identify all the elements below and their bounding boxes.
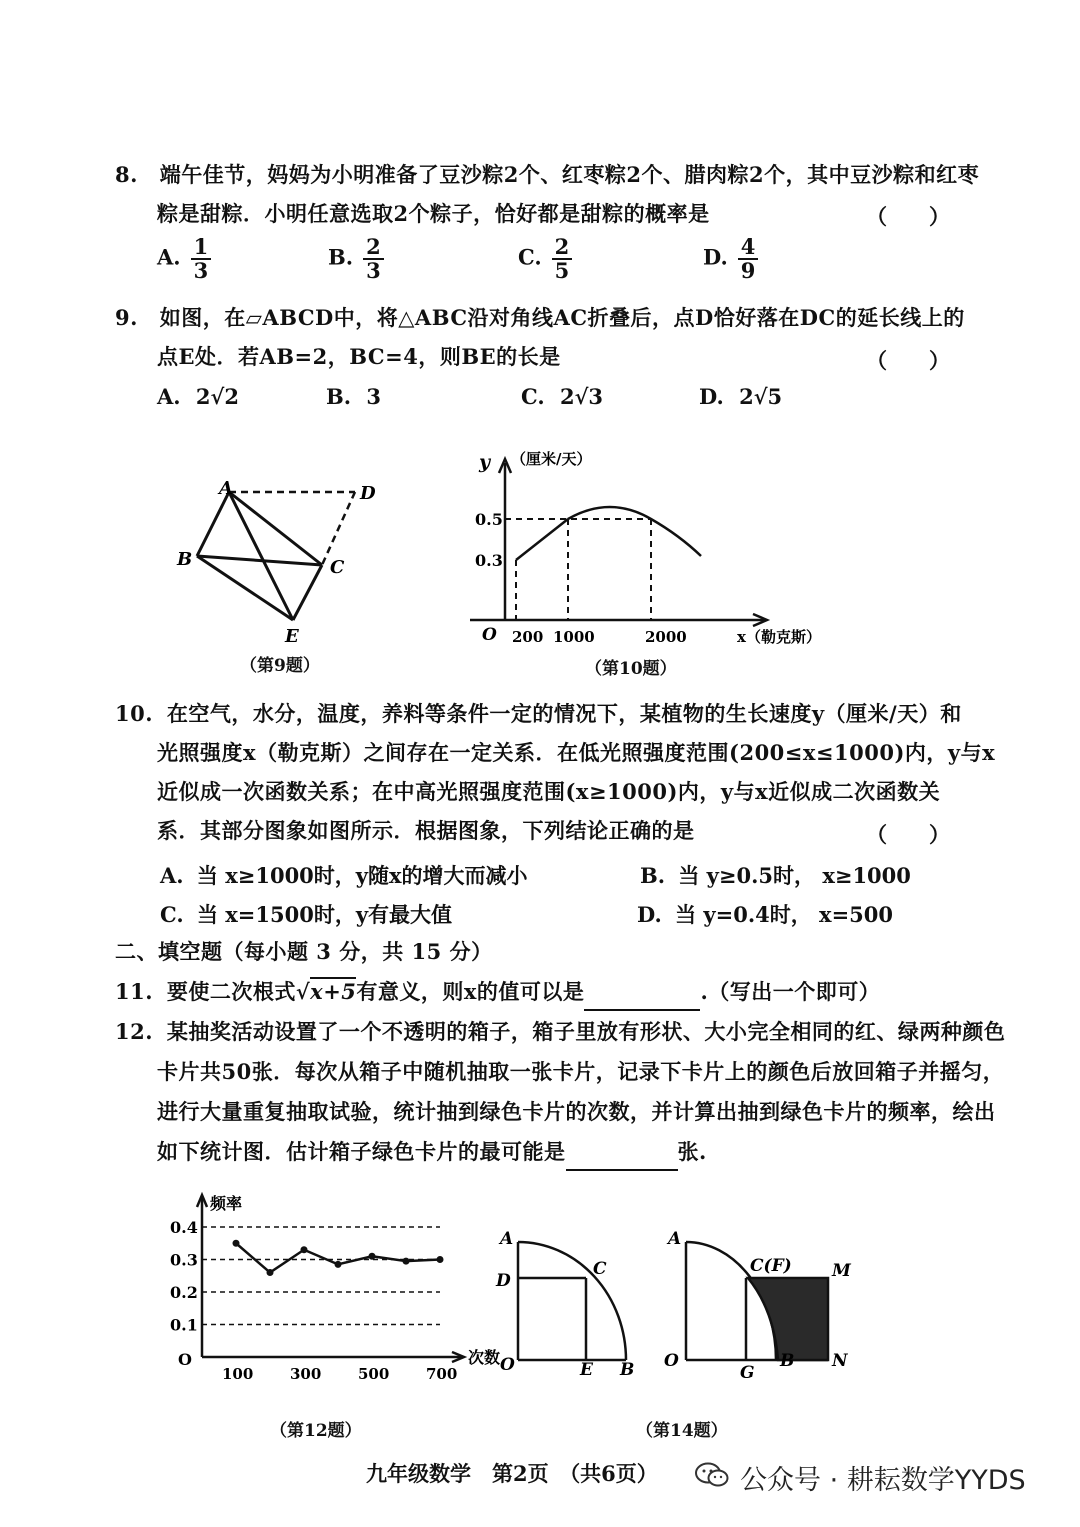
q9-text-line2: 点E处．若AB=2，BC=4，则BE的长是 bbox=[157, 344, 561, 369]
q10-option-d: D. 当 y=0.4时， x=500 bbox=[637, 902, 893, 927]
q8-number: 8. bbox=[115, 162, 138, 187]
q10-number: 10. bbox=[115, 701, 154, 726]
q8-option-a: A. $\frac{1}{3}$ bbox=[157, 236, 211, 282]
figure-9-diagram bbox=[165, 470, 395, 650]
q12-text-line2: 卡片共50张．每次从箱子中随机抽取一张卡片，记录下卡片上的颜色后放回箱子并摇匀， bbox=[157, 1059, 1005, 1084]
figure-9-caption: （第9题） bbox=[240, 656, 320, 676]
fig10-y-tick-03: 0.3 bbox=[475, 551, 503, 570]
fig14-right-label-a: A bbox=[668, 1229, 682, 1249]
y-tick-label: 0.3 bbox=[170, 1250, 198, 1270]
frequency-line bbox=[236, 1243, 440, 1272]
figure-14-diagram bbox=[488, 1220, 851, 1385]
page-footer: 九年级数学 第2页 （共6页） bbox=[366, 1461, 658, 1486]
q8-text-line1: 端午佳节，妈妈为小明准备了豆沙粽2个、红枣粽2个、腊肉粽2个，其中豆沙粽和红枣 bbox=[159, 162, 980, 187]
data-point bbox=[335, 1261, 342, 1268]
y-axis-label: 频率 bbox=[210, 1194, 243, 1213]
figure-10-graph bbox=[465, 445, 835, 650]
fig9-label-d: D bbox=[360, 483, 376, 504]
x-axis-label: 次数 bbox=[468, 1348, 501, 1367]
fig14-right-label-o: O bbox=[664, 1351, 679, 1371]
q12-line4 bbox=[157, 1132, 707, 1171]
q9-line1 bbox=[115, 298, 965, 337]
fig14-right-label-n: N bbox=[832, 1351, 848, 1371]
q10-text-line3: 近似成一次函数关系；在中高光照强度范围(x≥1000)内，y与x近似成二次函数关 bbox=[157, 779, 941, 804]
fig10-x-tick-200: 200 bbox=[512, 628, 544, 646]
y-tick-label: 0.2 bbox=[170, 1283, 198, 1302]
fig14-left-label-e: E bbox=[580, 1360, 593, 1380]
wechat-icon bbox=[695, 1462, 729, 1488]
fig14-right-label-b: B bbox=[780, 1351, 795, 1371]
q11-number: 11. bbox=[115, 979, 154, 1004]
figure-12-caption: （第12题） bbox=[270, 1421, 362, 1441]
fig14-right-label-g: G bbox=[740, 1363, 755, 1383]
data-point bbox=[437, 1256, 444, 1263]
figure-14-caption: （第14题） bbox=[636, 1421, 728, 1441]
figure-12-chart bbox=[160, 1185, 501, 1395]
fig14-left-label-a: A bbox=[500, 1229, 514, 1249]
q9-text-line1: 如图，在▱ABCD中，将△ABC沿对角线AC折叠后，点D恰好落在DC的延长线上的 bbox=[159, 305, 965, 330]
q11-text-before: 要使二次根式 bbox=[166, 979, 296, 1004]
chart-origin: O bbox=[178, 1350, 192, 1369]
q9-option-a: A. 2√2 bbox=[157, 384, 239, 409]
fig14-left-label-c: C bbox=[593, 1259, 607, 1279]
q10-line1 bbox=[115, 694, 962, 733]
q10-option-b: B. 当 y≥0.5时， x≥1000 bbox=[640, 863, 911, 888]
fig9-label-b: B bbox=[177, 549, 193, 570]
q12-text-line4-after: 张. bbox=[677, 1139, 707, 1164]
fig10-y-tick-05: 0.5 bbox=[475, 510, 503, 529]
fig10-x-tick-1000: 1000 bbox=[553, 628, 595, 646]
q10-text-line4: 系．其部分图象如图所示．根据图象，下列结论正确的是 bbox=[157, 818, 695, 843]
x-tick-label: 700 bbox=[426, 1365, 458, 1383]
q9-number: 9. bbox=[115, 305, 138, 330]
q12-text-line3: 进行大量重复抽取试验，统计抽到绿色卡片的次数，并计算出抽到绿色卡片的频率，绘出 bbox=[157, 1099, 996, 1124]
q12-text-line4-before: 如下统计图．估计箱子绿色卡片的最可能是 bbox=[157, 1139, 566, 1164]
y-tick-label: 0.1 bbox=[170, 1315, 198, 1335]
fig14-shaded-region bbox=[748, 1278, 828, 1360]
data-point bbox=[267, 1269, 274, 1276]
q10-option-c: C. 当 x=1500时，y有最大值 bbox=[160, 902, 453, 927]
section-2-title: 二、填空题（每小题 3 分，共 15 分） bbox=[115, 939, 493, 964]
fig9-label-a: A bbox=[219, 478, 233, 499]
q11-text-tail: .（写出一个即可） bbox=[700, 979, 881, 1004]
fig9-label-c: C bbox=[330, 557, 345, 578]
q8-text-line2: 粽是甜粽．小明任意选取2个粽子，恰好都是甜粽的概率是 bbox=[157, 201, 710, 226]
q8-answer-paren: （ ） bbox=[866, 204, 950, 229]
y-tick-label: 0.4 bbox=[170, 1218, 198, 1237]
q11-answer-blank[interactable] bbox=[584, 981, 700, 1011]
q11-text-after: 有意义，则x的值可以是 bbox=[356, 979, 585, 1004]
q10-option-a: A. 当 x≥1000时，y随x的增大而减小 bbox=[160, 863, 528, 888]
fig14-left-label-b: B bbox=[620, 1360, 635, 1380]
fig14-left-label-o: O bbox=[500, 1355, 515, 1375]
q12-number: 12. bbox=[115, 1019, 154, 1044]
q10-text-line2: 光照强度x（勒克斯）之间存在一定关系．在低光照强度范围(200≤x≤1000)内，y与x bbox=[157, 740, 996, 765]
data-point bbox=[403, 1258, 410, 1265]
q8-option-b: B. $\frac{2}{3}$ bbox=[328, 236, 384, 282]
q11-radical: √x+5 bbox=[295, 979, 357, 1004]
fig10-x-label: x（勒克斯） bbox=[737, 628, 821, 646]
q10-answer-paren: （ ） bbox=[866, 822, 950, 847]
figure-10-caption: （第10题） bbox=[585, 659, 677, 679]
q10-text-line1: 在空气，水分，温度，养料等条件一定的情况下，某植物的生长速度y（厘米/天）和 bbox=[166, 701, 962, 726]
q9-option-b: B. 3 bbox=[326, 384, 381, 409]
fig10-origin: O bbox=[482, 625, 497, 645]
fig10-y-unit: （厘米/天） bbox=[511, 450, 592, 468]
q9-option-d: D. 2√5 bbox=[699, 384, 783, 409]
fig14-left-label-d: D bbox=[496, 1271, 511, 1291]
x-tick-label: 100 bbox=[222, 1365, 254, 1383]
fig10-y-label: y bbox=[479, 451, 491, 473]
fig9-label-e: E bbox=[285, 626, 299, 647]
fig10-x-tick-2000: 2000 bbox=[645, 628, 687, 646]
q12-line1 bbox=[115, 1012, 1005, 1051]
fig14-right-label-cf: C(F) bbox=[750, 1256, 792, 1276]
data-point bbox=[301, 1246, 308, 1253]
q12-text-line1: 某抽奖活动设置了一个不透明的箱子，箱子里放有形状、大小完全相同的红、绿两种颜色 bbox=[166, 1019, 1006, 1044]
q8-option-d: D. $\frac{4}{9}$ bbox=[703, 236, 758, 282]
x-tick-label: 300 bbox=[290, 1365, 322, 1383]
q8-line1 bbox=[115, 155, 979, 194]
q9-option-c: C. 2√3 bbox=[521, 384, 603, 409]
fig14-right-label-m: M bbox=[832, 1261, 851, 1281]
x-tick-label: 500 bbox=[358, 1365, 390, 1383]
q9-answer-paren: （ ） bbox=[866, 348, 950, 373]
q8-option-c: C. $\frac{2}{5}$ bbox=[518, 236, 572, 282]
data-point bbox=[369, 1253, 376, 1260]
watermark-text: 公众号 · 耕耘数学YYDS bbox=[740, 1465, 1026, 1496]
data-point bbox=[233, 1240, 240, 1247]
q12-answer-blank[interactable] bbox=[566, 1141, 678, 1171]
q11-line bbox=[115, 972, 880, 1011]
